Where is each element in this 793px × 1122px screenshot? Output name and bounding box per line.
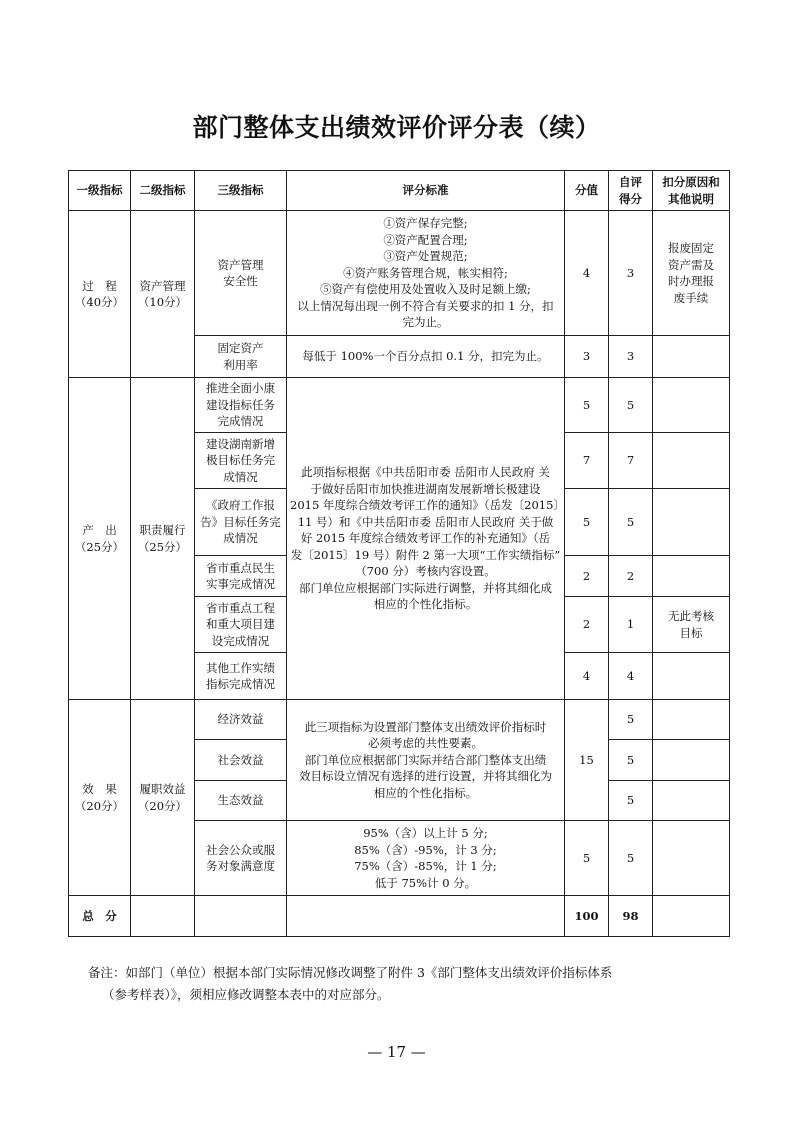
score-table bbox=[68, 170, 730, 937]
score-cell: 2 bbox=[565, 556, 609, 597]
self-score-cell: 5 bbox=[609, 781, 653, 821]
page-number: — 17 — bbox=[367, 1043, 426, 1061]
self-score-cell: 5 bbox=[609, 821, 653, 896]
level3-cell: 推进全面小康 建设指标任务 完成情况 bbox=[195, 378, 287, 433]
reason-cell bbox=[653, 700, 730, 740]
self-score-cell: 3 bbox=[609, 336, 653, 378]
header-self-score: 自评 得分 bbox=[609, 171, 653, 211]
score-cell: 5 bbox=[565, 378, 609, 433]
self-score-cell: 5 bbox=[609, 489, 653, 556]
score-cell: 4 bbox=[565, 211, 609, 336]
score-cell: 7 bbox=[565, 433, 609, 489]
page-title: 部门整体支出绩效评价评分表（续） bbox=[192, 113, 601, 142]
header-level1: 一级指标 bbox=[69, 171, 131, 211]
self-score-cell: 5 bbox=[609, 378, 653, 433]
level3-cell: 社会公众或服 务对象满意度 bbox=[195, 821, 287, 896]
header-reason: 扣分原因和 其他说明 bbox=[653, 171, 730, 211]
reason-cell bbox=[653, 336, 730, 378]
self-score-cell: 2 bbox=[609, 556, 653, 597]
criteria-cell: 95%（含）以上计 5 分; 85%（含）-95%，计 3 分; 75%（含）-85%，计 1 分; 低于 75%计 0 分。 bbox=[287, 821, 565, 896]
criteria-cell: ①资产保存完整; ②资产配置合理; ③资产处置规范; ④资产账务管理合规，帐实相符; ⑤资产有偿使用及处置收入及时足额上缴; 以上情况每出现一例不符合有关要求的扣 1 分，扣 完为止。 bbox=[287, 211, 565, 336]
self-score-cell: 3 bbox=[609, 211, 653, 336]
reason-cell bbox=[653, 821, 730, 896]
header-level2: 二级指标 bbox=[131, 171, 195, 211]
footnote-line: （参考样表）》，须相应修改调整本表中的对应部分。 bbox=[102, 987, 390, 1002]
reason-cell bbox=[653, 740, 730, 781]
score-cell: 3 bbox=[565, 336, 609, 378]
self-score-cell: 5 bbox=[609, 700, 653, 740]
reason-cell bbox=[653, 556, 730, 597]
criteria-cell: 此三项指标为设置部门整体支出绩效评价指标时 必须考虑的共性要素。 部门单位应根据部门实际并结合部门整体支出绩 效目标设立情况有选择的进行设置，并将其细化为 相应的个性化指标。 bbox=[287, 700, 565, 821]
footnote bbox=[88, 962, 728, 1006]
self-score-cell: 4 bbox=[609, 653, 653, 700]
level3-cell: 其他工作实绩 指标完成情况 bbox=[195, 653, 287, 700]
reason-cell bbox=[653, 489, 730, 556]
header-row bbox=[69, 171, 730, 211]
reason-cell: 报废固定 资产需及 时办理报 废手续 bbox=[653, 211, 730, 336]
score-cell: 5 bbox=[565, 821, 609, 896]
level3-cell: 生态效益 bbox=[195, 781, 287, 821]
score-cell: 15 bbox=[565, 700, 609, 821]
level1-output: 产 出 （25分） bbox=[69, 378, 131, 700]
reason-cell bbox=[653, 433, 730, 489]
level2-performance-benefit: 履职效益 （20分） bbox=[131, 700, 195, 896]
self-score-cell: 7 bbox=[609, 433, 653, 489]
level3-cell: 省市重点民生 实事完成情况 bbox=[195, 556, 287, 597]
level3-cell: 经济效益 bbox=[195, 700, 287, 740]
criteria-cell: 此项指标根据《中共岳阳市委 岳阳市人民政府 关 于做好岳阳市加快推进湖南发展新增长极建设 2015 年度综合绩效考评工作的通知》（岳发〔2015〕 11 号）和《中共岳阳市委 岳阳市人民政府 关于做 好 2015 年度综合绩效考评工作的补充通知》（岳 发〔2015〕19 号）附件 2 第一大项“工作实绩指标” （700 分）考核内容设置。 部门单位应根据部门实际进行调整，并将其细化成 相应的个性化指标。 bbox=[287, 378, 565, 700]
level3-cell: 建设湖南新增 极目标任务完 成情况 bbox=[195, 433, 287, 489]
header-level3: 三级指标 bbox=[195, 171, 287, 211]
total-row bbox=[69, 896, 730, 937]
footnote-line: 备注：如部门（单位）根据本部门实际情况修改调整了附件 3《部门整体支出绩效评价指标体系 bbox=[88, 965, 613, 980]
level2-asset-management: 资产管理 （10分） bbox=[131, 211, 195, 378]
reason-cell bbox=[653, 653, 730, 700]
total-self-score: 98 bbox=[609, 896, 653, 937]
level1-process: 过 程 （40分） bbox=[69, 211, 131, 378]
header-criteria: 评分标准 bbox=[287, 171, 565, 211]
score-cell: 5 bbox=[565, 489, 609, 556]
level3-cell: 资产管理 安全性 bbox=[195, 211, 287, 336]
self-score-cell: 1 bbox=[609, 597, 653, 653]
reason-cell: 无此考核 目标 bbox=[653, 597, 730, 653]
self-score-cell: 5 bbox=[609, 740, 653, 781]
level3-cell: 社会效益 bbox=[195, 740, 287, 781]
level3-cell: 固定资产 利用率 bbox=[195, 336, 287, 378]
reason-cell bbox=[653, 378, 730, 433]
total-score: 100 bbox=[565, 896, 609, 937]
score-cell: 4 bbox=[565, 653, 609, 700]
header-score: 分值 bbox=[565, 171, 609, 211]
level3-cell: 《政府工作报 告》目标任务完 成情况 bbox=[195, 489, 287, 556]
criteria-cell: 每低于 100%一个百分点扣 0.1 分，扣完为止。 bbox=[287, 336, 565, 378]
table-row bbox=[69, 211, 730, 336]
table-row bbox=[69, 378, 730, 433]
table-row bbox=[69, 700, 730, 740]
level2-duty-performance: 职责履行 （25分） bbox=[131, 378, 195, 700]
level1-effect: 效 果 （20分） bbox=[69, 700, 131, 896]
score-cell: 2 bbox=[565, 597, 609, 653]
total-label: 总 分 bbox=[69, 896, 131, 937]
level3-cell: 省市重点工程 和重大项目建 设完成情况 bbox=[195, 597, 287, 653]
reason-cell bbox=[653, 781, 730, 821]
